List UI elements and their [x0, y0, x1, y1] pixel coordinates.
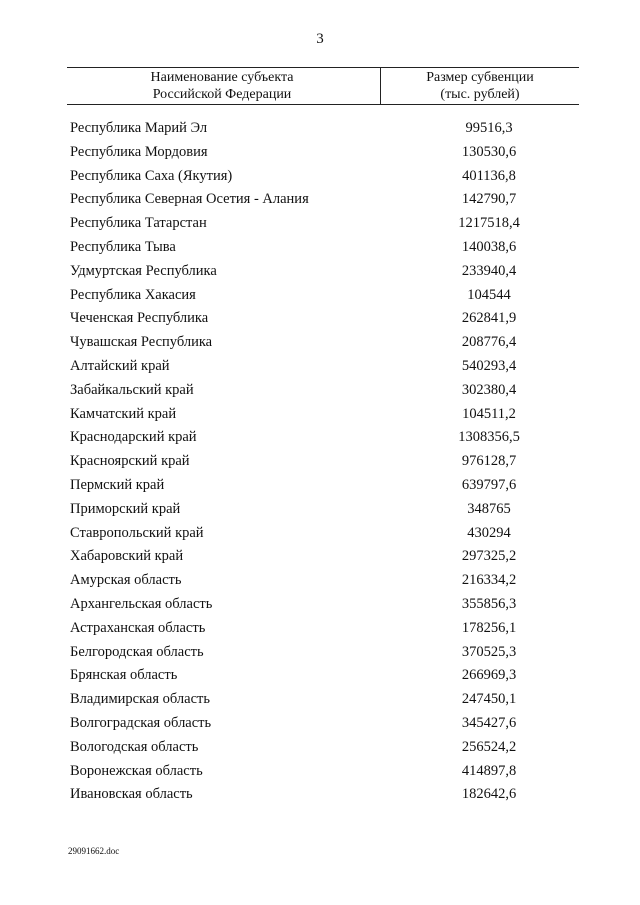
region-name: Алтайский край	[70, 357, 170, 374]
subvention-value: 348765	[467, 500, 511, 517]
subvention-value: 430294	[467, 524, 511, 541]
table-body	[70, 117, 580, 807]
table-row	[70, 712, 580, 736]
table-row	[70, 165, 580, 189]
header-subvention-size	[381, 69, 579, 103]
header-subvention-line1: Размер субвенции	[426, 70, 534, 85]
subvention-value: 247450,1	[461, 691, 517, 708]
table-row	[70, 688, 580, 712]
region-name: Чеченская Республика	[70, 310, 209, 327]
table-row	[70, 188, 580, 212]
region-name: Амурская область	[70, 572, 182, 589]
region-name: Чувашская Республика	[70, 334, 213, 351]
table-row	[70, 260, 580, 284]
subvention-value: 140038,6	[461, 238, 517, 255]
subvention-value: 266969,3	[461, 667, 517, 684]
table-row	[70, 331, 580, 355]
region-name: Вологодская область	[70, 738, 199, 755]
region-name: Республика Северная Осетия - Алания	[70, 191, 309, 208]
table-row	[70, 212, 580, 236]
subvention-value: 345427,6	[461, 714, 517, 731]
subvention-value: 99516,3	[465, 120, 513, 136]
subvention-value: 178256,1	[461, 619, 517, 636]
table-row	[70, 545, 580, 569]
subvention-value: 297325,2	[461, 548, 517, 565]
header-region-name	[67, 69, 377, 103]
region-name: Ивановская область	[70, 786, 193, 803]
table-row	[70, 498, 580, 522]
table-row	[70, 641, 580, 665]
subvention-value: 104544	[467, 286, 511, 303]
table-row	[70, 426, 580, 450]
region-name: Республика Мордовия	[70, 143, 208, 160]
region-name: Красноярский край	[70, 453, 190, 470]
table-row	[70, 284, 580, 308]
region-name: Забайкальский край	[70, 381, 194, 398]
region-name: Пермский край	[70, 476, 165, 493]
subvention-value: 208776,4	[461, 334, 517, 351]
subvention-value: 233940,4	[461, 262, 517, 279]
table-row	[70, 522, 580, 546]
table-row	[70, 355, 580, 379]
footer-doc-id: 29091662.doc	[68, 846, 120, 856]
table-row	[70, 236, 580, 260]
region-name: Хабаровский край	[70, 548, 184, 565]
table-row	[70, 307, 580, 331]
subvention-value: 182642,6	[461, 786, 517, 803]
region-name: Белгородская область	[70, 643, 204, 660]
subvention-value: 1308356,5	[458, 429, 520, 446]
subvention-value: 414897,8	[461, 762, 517, 779]
subvention-value: 401136,8	[462, 167, 516, 184]
table-row	[70, 617, 580, 641]
subvention-value: 370525,3	[461, 643, 517, 660]
table-row	[70, 474, 580, 498]
region-name: Ставропольский край	[70, 524, 204, 541]
subvention-value: 216334,2	[461, 572, 517, 589]
region-name: Воронежская область	[70, 762, 203, 779]
table-row	[70, 736, 580, 760]
page-number: 3	[316, 31, 324, 47]
region-name: Республика Саха (Якутия)	[70, 167, 233, 184]
table-header	[67, 67, 579, 105]
region-name: Волгоградская область	[70, 714, 212, 731]
table-row	[70, 141, 580, 165]
subvention-value: 540293,4	[461, 357, 517, 374]
table-row	[70, 379, 580, 403]
header-region-line1: Наименование субъекта	[150, 70, 294, 85]
region-name: Архангельская область	[70, 595, 213, 612]
table-row	[70, 664, 580, 688]
table-row	[70, 783, 580, 807]
subvention-value: 1217518,4	[458, 215, 520, 232]
subvention-value: 639797,6	[461, 476, 517, 493]
subvention-value: 142790,7	[461, 191, 517, 208]
region-name: Республика Тыва	[70, 238, 176, 255]
subvention-value: 256524,2	[461, 738, 517, 755]
subvention-value: 976128,7	[461, 453, 517, 470]
region-name: Астраханская область	[70, 619, 206, 636]
subvention-value: 355856,3	[461, 595, 517, 612]
table-row	[70, 760, 580, 784]
table-row	[70, 117, 580, 141]
region-name: Удмуртская Республика	[70, 262, 217, 279]
table-row	[70, 593, 580, 617]
region-name: Владимирская область	[70, 691, 210, 708]
region-name: Республика Татарстан	[70, 215, 207, 232]
region-name: Республика Хакасия	[70, 286, 196, 303]
table-row	[70, 403, 580, 427]
region-name: Краснодарский край	[70, 429, 197, 446]
subvention-value: 104511,2	[462, 405, 516, 422]
subvention-value: 262841,9	[461, 310, 517, 327]
table-row	[70, 569, 580, 593]
subvention-value: 302380,4	[461, 381, 517, 398]
region-name: Брянская область	[70, 667, 178, 684]
header-region-line2: Российской Федерации	[152, 87, 292, 102]
table-row	[70, 450, 580, 474]
region-name: Республика Марий Эл	[70, 120, 208, 136]
subvention-value: 130530,6	[461, 143, 517, 160]
header-subvention-line2: (тыс. рублей)	[440, 87, 520, 102]
region-name: Приморский край	[70, 500, 181, 517]
region-name: Камчатский край	[70, 405, 177, 422]
